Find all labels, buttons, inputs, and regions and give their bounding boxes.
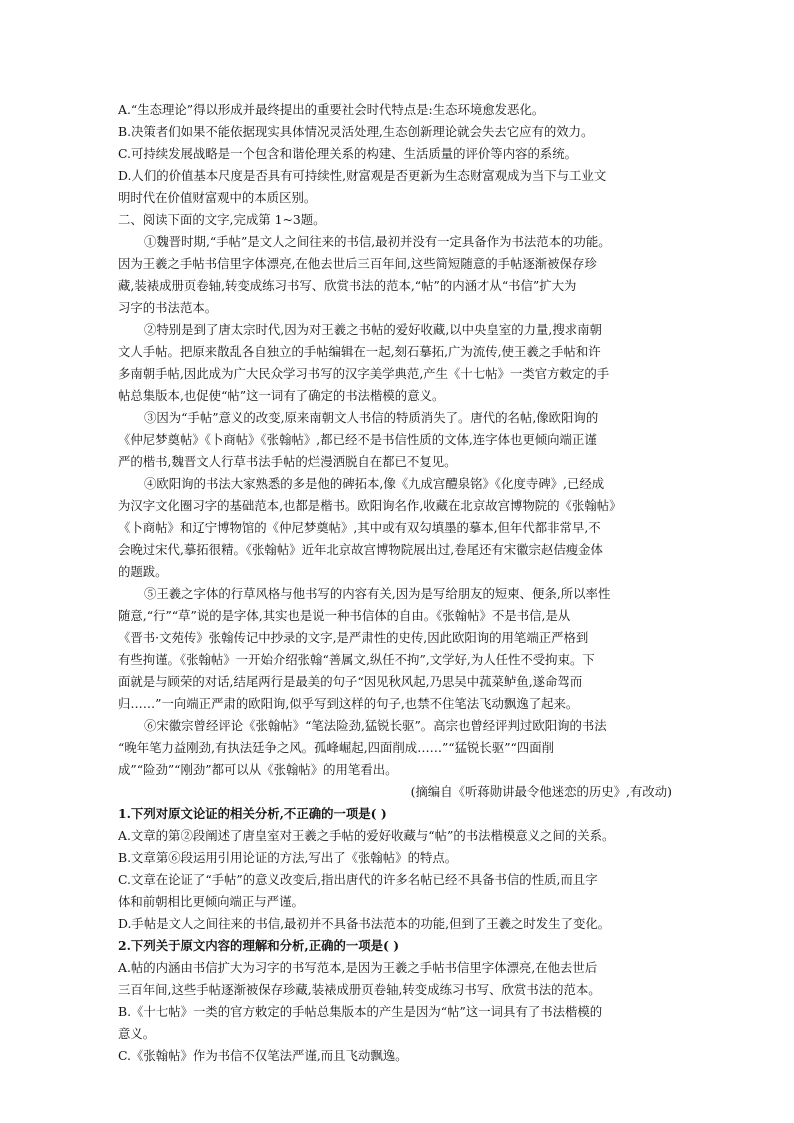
passage-line: 会晚过宋代,摹拓很精。《张翰帖》近年北京故宫博物院展出过,卷尾还有宋徽宗赵佶瘦金体 (118, 542, 603, 557)
passage-line: “晚年笔力益刚劲,有执法廷争之风。孤峰崛起,四面削成……”“猛锐长驱”“四面削 (118, 740, 555, 755)
passage-line: ②特别是到了唐太宗时代,因为对王羲之书帖的爱好收藏,以中央皇室的力量,搜求南朝 (144, 322, 602, 337)
passage-line: 藏,装裱成册页卷轴,转变成练习书写、欣赏书法的范本,“帖”的内涵才从“书信”扩大为 (118, 278, 577, 293)
passage-line: 成”“险劲”“刚劲”都可以从《张翰帖》的用笔看出。 (118, 762, 398, 777)
option-line: D.人们的价值基本尺度是否具有可持续性,财富观是否更新为生态财富观成为当下与工业文 (118, 168, 607, 183)
passage-line: 习字的书法范本。 (118, 300, 218, 315)
passage-line: 文人手帖。把原来散乱各自独立的手帖编辑在一起,刻石摹拓,广为流传,使王羲之手帖和许 (118, 344, 601, 359)
passage-line: 帖总集版本,也促使“帖”这一词有了确定的书法楷模的意义。 (118, 388, 445, 403)
answer-option-line: A.帖的内涵由书信扩大为习字的书写范本,是因为王羲之手帖书信里字体漂亮,在他去世后 (118, 960, 598, 975)
answer-option-line: A.文章的第②段阐述了唐皇室对王羲之手帖的爱好收藏与“帖”的书法楷模意义之间的关系。 (118, 828, 615, 843)
answer-option-line: C.《张翰帖》作为书信不仅笔法严谨,而且飞动飘逸。 (118, 1048, 408, 1063)
passage-line: 的题跋。 (118, 564, 168, 579)
passage-line: 《仲尼梦奠帖》《卜商帖》《张翰帖》,都已经不是书信性质的文体,连字体也更倾向端正谨 (118, 432, 597, 447)
question-list (118, 803, 678, 1067)
passage-line: 面就是与顾荣的对话,结尾两行是最美的句子“因见秋风起,乃思吴中菰菜鲈鱼,遂命驾而 (118, 674, 583, 689)
passage-line: 有些拘谨。《张翰帖》一开始介绍张翰“善属文,纵任不拘”,文学好,为人任性不受拘束。下 (118, 652, 595, 667)
answer-option-line: C.文章在论证了“手帖”的意义改变后,指出唐代的许多名帖已经不具备书信的性质,而且字 (118, 872, 598, 887)
answer-option-line: 意义。 (118, 1026, 156, 1041)
passage-line: 《晋书·文苑传》张翰传记中抄录的文字,是严肃性的史传,因此欧阳询的用笔端正严格到 (118, 630, 589, 645)
passage-line: 归……”一向端正严肃的欧阳询,似乎写到这样的句子,也禁不住笔法飞动飘逸了起来。 (118, 696, 579, 711)
passage-line: 随意,“行”“草”说的是字体,其实也是说一种书信体的自由。《张翰帖》不是书信,是从 (118, 608, 571, 623)
source-citation: (摘编自《听蒋勋讲最令他迷恋的历史》,有改动) (410, 784, 672, 799)
option-line: C.可持续发展战略是一个包含和谐伦理关系的构建、生活质量的评价等内容的系统。 (118, 146, 578, 161)
answer-option-line: 三百年间,这些手帖逐渐被保存珍藏,装裱成册页卷轴,转变成练习书写、欣赏书法的范本。 (118, 982, 601, 997)
option-line: A.“生态理论”得以形成并最终提出的重要社会时代特点是:生态环境愈发恶化。 (118, 102, 545, 117)
question-stem: 2.下列关于原文内容的理解和分析,正确的一项是( ) (118, 938, 400, 953)
passage-line: ③因为“手帖”意义的改变,原来南朝文人书信的特质消失了。唐代的名帖,像欧阳询的 (144, 410, 599, 425)
document-page (118, 99, 678, 1067)
section-heading: 二、阅读下面的文字,完成第 1~3题。 (118, 212, 326, 227)
previous-question-options (118, 99, 678, 209)
reading-passage (118, 231, 678, 781)
answer-option-line: 体和前朝相比更倾向端正与严谨。 (118, 894, 304, 909)
passage-line: ①魏晋时期,“手帖”是文人之间往来的书信,最初并没有一定具备作为书法范本的功能。 (144, 234, 611, 249)
passage-line: ④欧阳询的书法大家熟悉的多是他的碑拓本,像《九成宫醴泉铭》《化度寺碑》,已经成 (144, 476, 605, 491)
question-stem: 1.下列对原文论证的相关分析,不正确的一项是( ) (118, 806, 387, 821)
passage-line: 严的楷书,魏晋文人行草书法手帖的烂漫洒脱自在都已不复见。 (118, 454, 457, 469)
option-line: 明时代在价值财富观中的本质区别。 (118, 190, 317, 205)
option-line: B.决策者们如果不能依据现实具体情况灵活处理,生态创新理论就会失去它应有的效力。 (118, 124, 594, 139)
answer-option-line: B.《十七帖》一类的官方敕定的手帖总集版本的产生是因为“帖”这一词具有了书法楷模的 (118, 1004, 603, 1019)
passage-line: ⑤王羲之字体的行草风格与他书写的内容有关,因为是写给朋友的短柬、便条,所以率性 (144, 586, 611, 601)
passage-line: ⑥宋徽宗曾经评论《张翰帖》“笔法险劲,猛锐长驱”。高宗也曾经评判过欧阳询的书法 (144, 718, 607, 733)
answer-option-line: B.文章第⑥段运用引用论证的方法,写出了《张翰帖》的特点。 (118, 850, 458, 865)
passage-line: 多南朝手帖,因此成为广大民众学习书写的汉字美学典范,产生《十七帖》一类官方敕定的手 (118, 366, 610, 381)
passage-line: 因为王羲之手帖书信里字体漂亮,在他去世后三百年间,这些简短随意的手帖逐渐被保存珍 (118, 256, 597, 271)
answer-option-line: D.手帖是文人之间往来的书信,最初并不具备书法范本的功能,但到了王羲之时发生了变化。 (118, 916, 611, 931)
passage-line: 《卜商帖》和辽宁博物馆的《仲尼梦奠帖》,其中或有双勾填墨的摹本,但年代都非常早,不 (118, 520, 601, 535)
passage-line: 为汉字文化圈习字的基础范本,也都是楷书。欧阳询名作,收藏在北京故宫博物院的《张翰帖》 (118, 498, 622, 513)
